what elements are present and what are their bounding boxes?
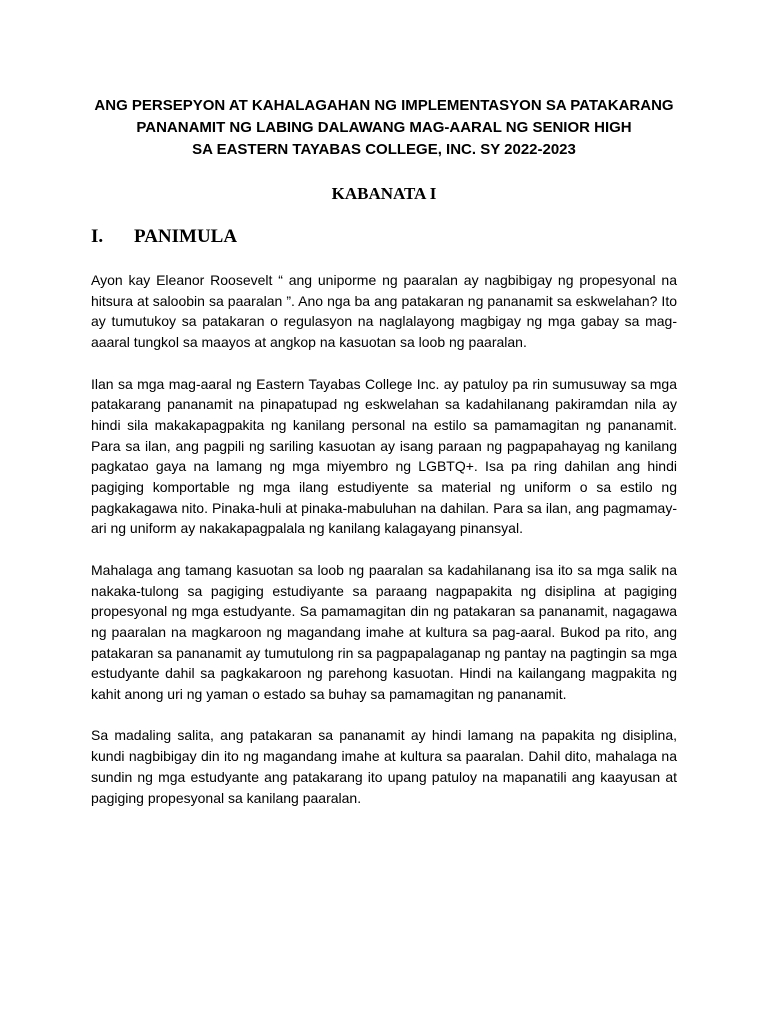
- document-body: [91, 270, 677, 829]
- paragraph-3: Mahalaga ang tamang kasuotan sa loob ng paaralan sa kadahilanang isa ito sa mga salik na nakaka-tulong sa pagiging estudiyante sa paraang nagpapakita ng disiplina at pagiging propesyonal ng mga estudyante. Sa pamamagitan din ng patakaran sa pananamit, nagagawa ng paaralan na magkaroon ng magandang imahe at kultura sa pag-aaral. Bukod pa rito, ang patakaran sa pananamit ay tumutulong rin sa pagpapalaganap ng pantay na pagtingin sa mga estudyante dahil sa pagkakaroon ng parehong kasuotan. Hindi na kailangang magpakita ng kahit anong uri ng yaman o estado sa buhay sa pamamagitan ng pananamit.: [91, 561, 677, 703]
- title-line-2: PANANAMIT NG LABING DALAWANG MAG-AARAL NG SENIOR HIGH: [136, 119, 632, 136]
- chapter-heading: KABANATA I: [331, 184, 437, 203]
- title-line-1: ANG PERSEPYON AT KAHALAGAHAN NG IMPLEMENTASYON SA PATAKARANG: [94, 97, 674, 114]
- section-heading: [91, 225, 237, 249]
- paragraph-2: Ilan sa mga mag-aaral ng Eastern Tayabas College Inc. ay patuloy pa rin sumusuway sa mga patakarang pananamit na pinapatupad ng eskwelahan sa kadahilanang pakiramdan nila ay hindi sila makakapagpakita ng kanilang personal na estilo sa pamamagitan ng pananamit. Para sa ilan, ang pagpili ng sariling kasuotan ay isang paraan ng pagpapahayag ng kanilang pagkatao gaya na lamang ng mga miyembro ng LGBTQ+. Isa pa ring dahilan ang hindi pagiging komportable ng mga ilang estudiyente sa material ng uniform o sa estilo ng pagkakagawa nito. Pinaka-huli at pinaka-mabuluhan na dahilan. Para sa ilan, ang pagmamay-ari ng uniform ay nakakapagpalala ng kanilang kalagayang pinansyal.: [91, 375, 677, 537]
- paragraph-4: Sa madaling salita, ang patakaran sa pananamit ay hindi lamang na papakita ng disiplina, kundi nagbibigay din ito ng magandang imahe at kultura sa paaralan. Dahil dito, mahalaga na sundin ng mga estudyante ang patakarang ito upang patuloy na mapanatili ang kaayusan at pagiging propesyonal sa kanilang paaralan.: [91, 727, 677, 806]
- paragraph-1: Ayon kay Eleanor Roosevelt “ ang uniporme ng paaralan ay nagbibigay ng propesyonal na hitsura at saloobin sa paaralan ”. Ano nga ba ang patakaran ng pananamit sa eskwelahan? Ito ay tumutukoy sa patakaran o regulasyon na naglalayong magbigay ng mga gabay sa mag-aaaral tungkol sa maayos at angkop na kasuotan sa loob ng paaralan.: [91, 272, 677, 351]
- section-title: PANIMULA: [134, 226, 238, 247]
- document-title: [60, 95, 708, 161]
- section-number: I.: [91, 226, 104, 247]
- title-line-3: SA EASTERN TAYABAS COLLEGE, INC. SY 2022-2023: [192, 141, 576, 158]
